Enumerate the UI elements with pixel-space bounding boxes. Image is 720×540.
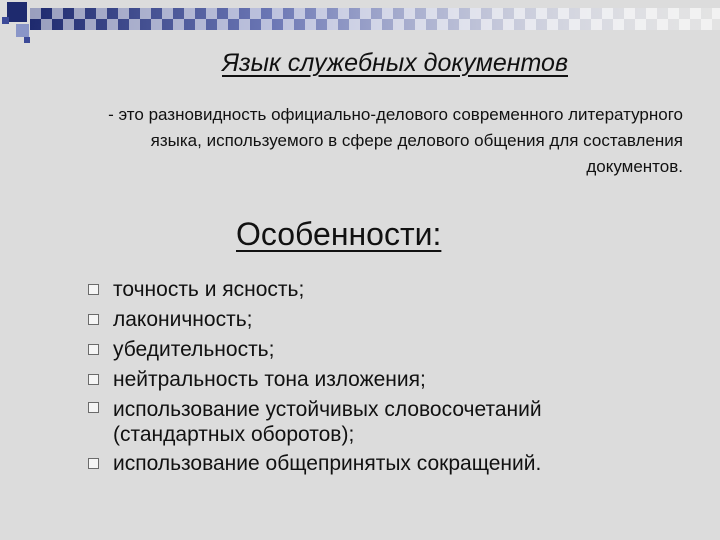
corner-square-small [2, 17, 9, 24]
square-bullet-icon [88, 314, 99, 325]
list-item-text: нейтральность тона изложения; [113, 368, 426, 391]
list-item [88, 305, 708, 335]
corner-square-light [16, 24, 29, 37]
definition-text: - это разновидность официально-делового современного литературного языка, используемого в сфере делового общения для составления документов. [108, 105, 683, 176]
square-bullet-icon [88, 284, 99, 295]
list-item [88, 275, 708, 305]
features-list [88, 275, 708, 479]
square-bullet-icon [88, 458, 99, 469]
list-item-text: лаконичность; [113, 308, 253, 331]
features-heading: Особенности: [236, 216, 442, 252]
top-checker-bar-decoration [30, 8, 720, 30]
top-bar-checker [30, 8, 720, 30]
corner-square-tiny [24, 37, 30, 43]
list-item [88, 395, 708, 449]
list-item-text: точность и ясность; [113, 278, 305, 301]
square-bullet-icon [88, 374, 99, 385]
list-item [88, 449, 708, 479]
slide-title: Язык служебных документов [222, 49, 568, 77]
square-bullet-icon [88, 344, 99, 355]
corner-square-dark [7, 2, 27, 22]
list-item [88, 335, 708, 365]
list-item [88, 365, 708, 395]
square-bullet-icon [88, 402, 99, 413]
list-item-text: убедительность; [113, 338, 275, 361]
list-item-text: использование устойчивых словосочетаний (стандартных оборотов); [113, 398, 542, 446]
list-item-text: использование общепринятых сокращений. [113, 452, 542, 475]
